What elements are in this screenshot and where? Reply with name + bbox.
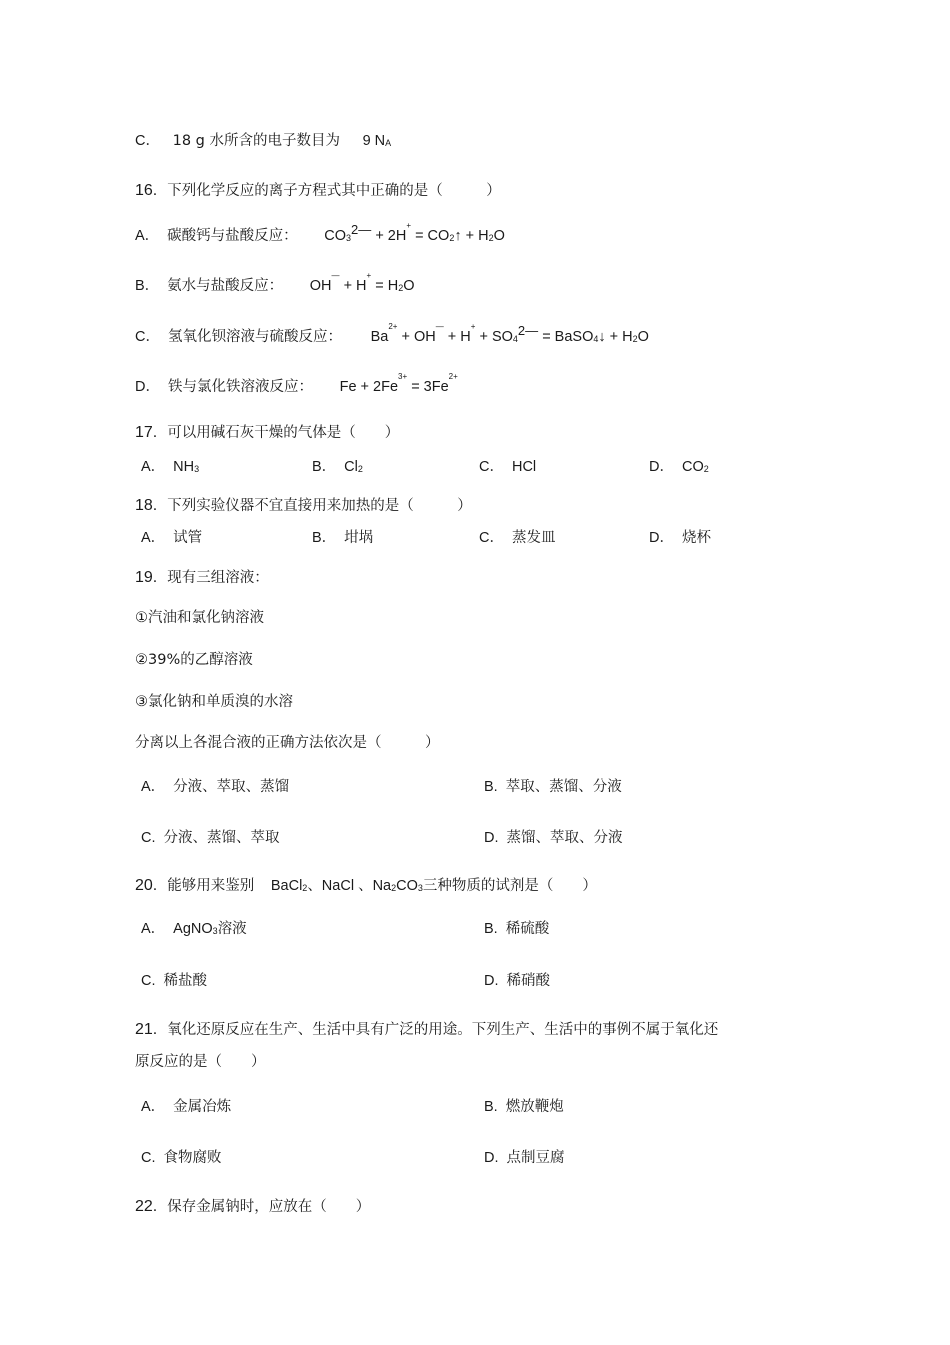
option-text: 燃放鞭炮 xyxy=(505,1099,564,1115)
eq-part: + H xyxy=(343,278,367,294)
formula: CO xyxy=(396,878,418,894)
eq-part: = 3Fe xyxy=(411,379,449,395)
eq-sup: — xyxy=(331,271,340,280)
question-21 xyxy=(135,1020,718,1040)
eq-sup: 2— xyxy=(351,222,372,237)
option-label: A． xyxy=(135,228,160,244)
option-label: C． xyxy=(135,133,160,149)
question-stem: 氧化还原反应在生产、生活中具有广泛的用途。下列生产、生活中的事例不属于氧化还 xyxy=(167,1022,719,1038)
option-label: D． xyxy=(649,459,674,475)
formula-subscript: 3 xyxy=(194,464,200,474)
eq-sub: 3 xyxy=(346,233,352,243)
equation xyxy=(309,271,415,294)
option-label: A． xyxy=(141,921,166,937)
q18-option-c xyxy=(479,528,555,548)
option-text: 食物腐败 xyxy=(163,1150,222,1166)
q19-option-c xyxy=(141,828,280,848)
option-text: 点制豆腐 xyxy=(506,1150,565,1166)
q20-option-d xyxy=(484,971,550,991)
formula-subscript: 2 xyxy=(391,883,397,893)
option-label: B． xyxy=(312,530,337,546)
option-label: C． xyxy=(479,530,504,546)
option-text: NH xyxy=(173,459,195,475)
q19-option-a xyxy=(141,777,289,797)
question-number: 21. xyxy=(135,1021,158,1038)
option-label: C． xyxy=(135,329,160,345)
option-label: B． xyxy=(135,278,160,294)
eq-sup: 2— xyxy=(517,323,539,338)
eq-sup: — xyxy=(435,322,444,331)
question-17 xyxy=(135,423,399,443)
option-text: 萃取、蒸馏、分液 xyxy=(505,779,622,795)
formula: BaCl xyxy=(270,878,303,894)
q15-option-c xyxy=(135,131,391,153)
question-20 xyxy=(135,876,597,898)
eq-part: Ba xyxy=(370,329,389,345)
q21-option-c xyxy=(141,1148,222,1168)
question-19 xyxy=(135,568,269,588)
formula-subscript: 2 xyxy=(703,464,709,474)
question-21-stem-cont: 原反应的是（ ） xyxy=(135,1054,266,1070)
q21-option-a xyxy=(141,1097,231,1117)
question-stem: 下列化学反应的离子方程式其中正确的是（ ） xyxy=(167,183,501,199)
option-text: 稀硫酸 xyxy=(505,921,550,937)
eq-part: + 2H xyxy=(375,228,407,244)
eq-part: + H xyxy=(447,329,471,345)
option-text: 蒸发皿 xyxy=(511,530,556,546)
q17-option-d xyxy=(649,457,709,479)
option-label: B. xyxy=(484,779,498,795)
question-18 xyxy=(135,496,472,516)
formula: 、NaCl 、Na xyxy=(307,878,392,894)
q19-ask: 分离以上各混合液的正确方法依次是（ ） xyxy=(135,735,440,751)
equation xyxy=(370,322,649,345)
formula-subscript: 2 xyxy=(302,883,308,893)
q20-option-b xyxy=(484,919,549,939)
option-text: 分液、蒸馏、萃取 xyxy=(163,830,280,846)
q21-option-d xyxy=(484,1148,565,1168)
q21-option-b xyxy=(484,1097,564,1117)
question-number: 20. xyxy=(135,877,158,894)
q20-option-c xyxy=(141,971,207,991)
question-stem: 保存金属钠时，应放在（ ） xyxy=(167,1199,371,1215)
eq-sup: + xyxy=(470,322,476,331)
question-22 xyxy=(135,1197,370,1217)
q17-option-c xyxy=(479,457,536,477)
q17-option-a xyxy=(141,457,199,479)
option-label: C. xyxy=(141,1150,156,1166)
q16-option-c xyxy=(135,322,649,349)
eq-sub: 2 xyxy=(398,283,404,293)
eq-sub: 4 xyxy=(512,334,518,344)
eq-sub: 2 xyxy=(632,334,638,344)
formula-subscript: 2 xyxy=(357,464,363,474)
option-text: 金属冶炼 xyxy=(173,1099,232,1115)
option-text: 氨水与盐酸反应： xyxy=(167,278,284,294)
option-text: 18 g 水所含的电子数目为 xyxy=(172,133,340,149)
option-text: 稀盐酸 xyxy=(163,973,207,989)
eq-part: = CO xyxy=(415,228,450,244)
formula-subscript: 3 xyxy=(417,883,423,893)
option-text: Cl xyxy=(344,459,358,475)
question-number: 19. xyxy=(135,569,158,586)
q19-option-b xyxy=(484,777,622,797)
eq-part: + OH xyxy=(401,329,436,345)
equation xyxy=(324,221,505,244)
option-label: B． xyxy=(312,459,337,475)
option-label: A． xyxy=(141,459,166,475)
question-number: 22. xyxy=(135,1198,158,1215)
eq-sub: 4 xyxy=(593,334,599,344)
question-number: 16. xyxy=(135,182,158,199)
option-text: 氢氧化钡溶液与硫酸反应： xyxy=(167,329,342,345)
eq-part: = H xyxy=(375,278,399,294)
eq-sub: 2 xyxy=(488,233,494,243)
option-label: D． xyxy=(649,530,674,546)
eq-sup: 2+ xyxy=(388,322,398,331)
option-label: B. xyxy=(484,1099,498,1115)
q20-option-a xyxy=(141,919,247,941)
option-text: AgNO xyxy=(173,921,213,937)
question-stem: 能够用来鉴别 xyxy=(167,878,255,894)
option-label: C． xyxy=(479,459,504,475)
option-label: B. xyxy=(484,921,498,937)
question-stem: 下列实验仪器不宜直接用来加热的是（ ） xyxy=(167,498,472,514)
eq-part: = BaSO xyxy=(542,329,594,345)
eq-part: O xyxy=(637,329,649,345)
q18-option-d xyxy=(649,528,711,548)
question-16 xyxy=(135,181,501,201)
eq-sup: 3+ xyxy=(398,372,408,381)
eq-part: O xyxy=(403,278,415,294)
option-label: D. xyxy=(484,1150,499,1166)
eq-part: ↓ + H xyxy=(598,329,633,345)
option-text: 蒸馏、萃取、分液 xyxy=(506,830,623,846)
formula-subscript: A xyxy=(385,138,392,148)
q19-item-2: ②39%的乙醇溶液 xyxy=(135,652,253,668)
eq-sup: + xyxy=(366,271,372,280)
eq-part: CO xyxy=(324,228,347,244)
option-label: D. xyxy=(484,830,499,846)
option-formula: 9 N xyxy=(362,133,386,149)
q16-option-a xyxy=(135,221,505,248)
q18-option-a xyxy=(141,528,202,548)
eq-sup: + xyxy=(406,221,412,230)
q19-option-d xyxy=(484,828,623,848)
question-stem: 可以用碱石灰干燥的气体是（ ） xyxy=(167,425,400,441)
q19-item-1: ①汽油和氯化钠溶液 xyxy=(135,610,264,626)
option-text: 溶液 xyxy=(217,921,247,937)
eq-part: + SO xyxy=(479,329,513,345)
option-text: 试管 xyxy=(173,530,203,546)
q18-option-b xyxy=(312,528,373,548)
question-stem: 三种物质的试剂是（ ） xyxy=(422,878,597,894)
eq-part: O xyxy=(493,228,505,244)
formula-subscript: 3 xyxy=(212,926,218,936)
option-text: 坩埚 xyxy=(344,530,374,546)
eq-sup: 2+ xyxy=(448,372,458,381)
question-stem: 现有三组溶液： xyxy=(167,570,269,586)
option-label: A． xyxy=(141,530,166,546)
q19-item-3: ③氯化钠和单质溴的水溶 xyxy=(135,694,293,710)
eq-part: Fe + 2Fe xyxy=(339,379,399,395)
option-text: CO xyxy=(681,459,704,475)
eq-part: ↑ + H xyxy=(454,228,489,244)
q17-option-b xyxy=(312,457,363,479)
option-text: 稀硝酸 xyxy=(506,973,550,989)
eq-sub: 2 xyxy=(449,233,455,243)
equation xyxy=(339,372,458,395)
question-number: 18. xyxy=(135,497,158,514)
option-text: 碳酸钙与盐酸反应： xyxy=(167,228,298,244)
eq-part: OH xyxy=(309,278,332,294)
option-label: A． xyxy=(141,1099,166,1115)
option-text: 分液、萃取、蒸馏 xyxy=(173,779,290,795)
option-text: 烧杯 xyxy=(681,530,711,546)
option-label: C. xyxy=(141,973,156,989)
option-text: 铁与氯化铁溶液反应： xyxy=(167,379,313,395)
option-label: C. xyxy=(141,830,156,846)
q16-option-b xyxy=(135,271,415,298)
option-text: HCl xyxy=(511,459,537,475)
question-number: 17. xyxy=(135,424,158,441)
option-label: D． xyxy=(135,379,160,395)
option-label: D. xyxy=(484,973,499,989)
option-label: A． xyxy=(141,779,166,795)
q16-option-d xyxy=(135,372,458,399)
